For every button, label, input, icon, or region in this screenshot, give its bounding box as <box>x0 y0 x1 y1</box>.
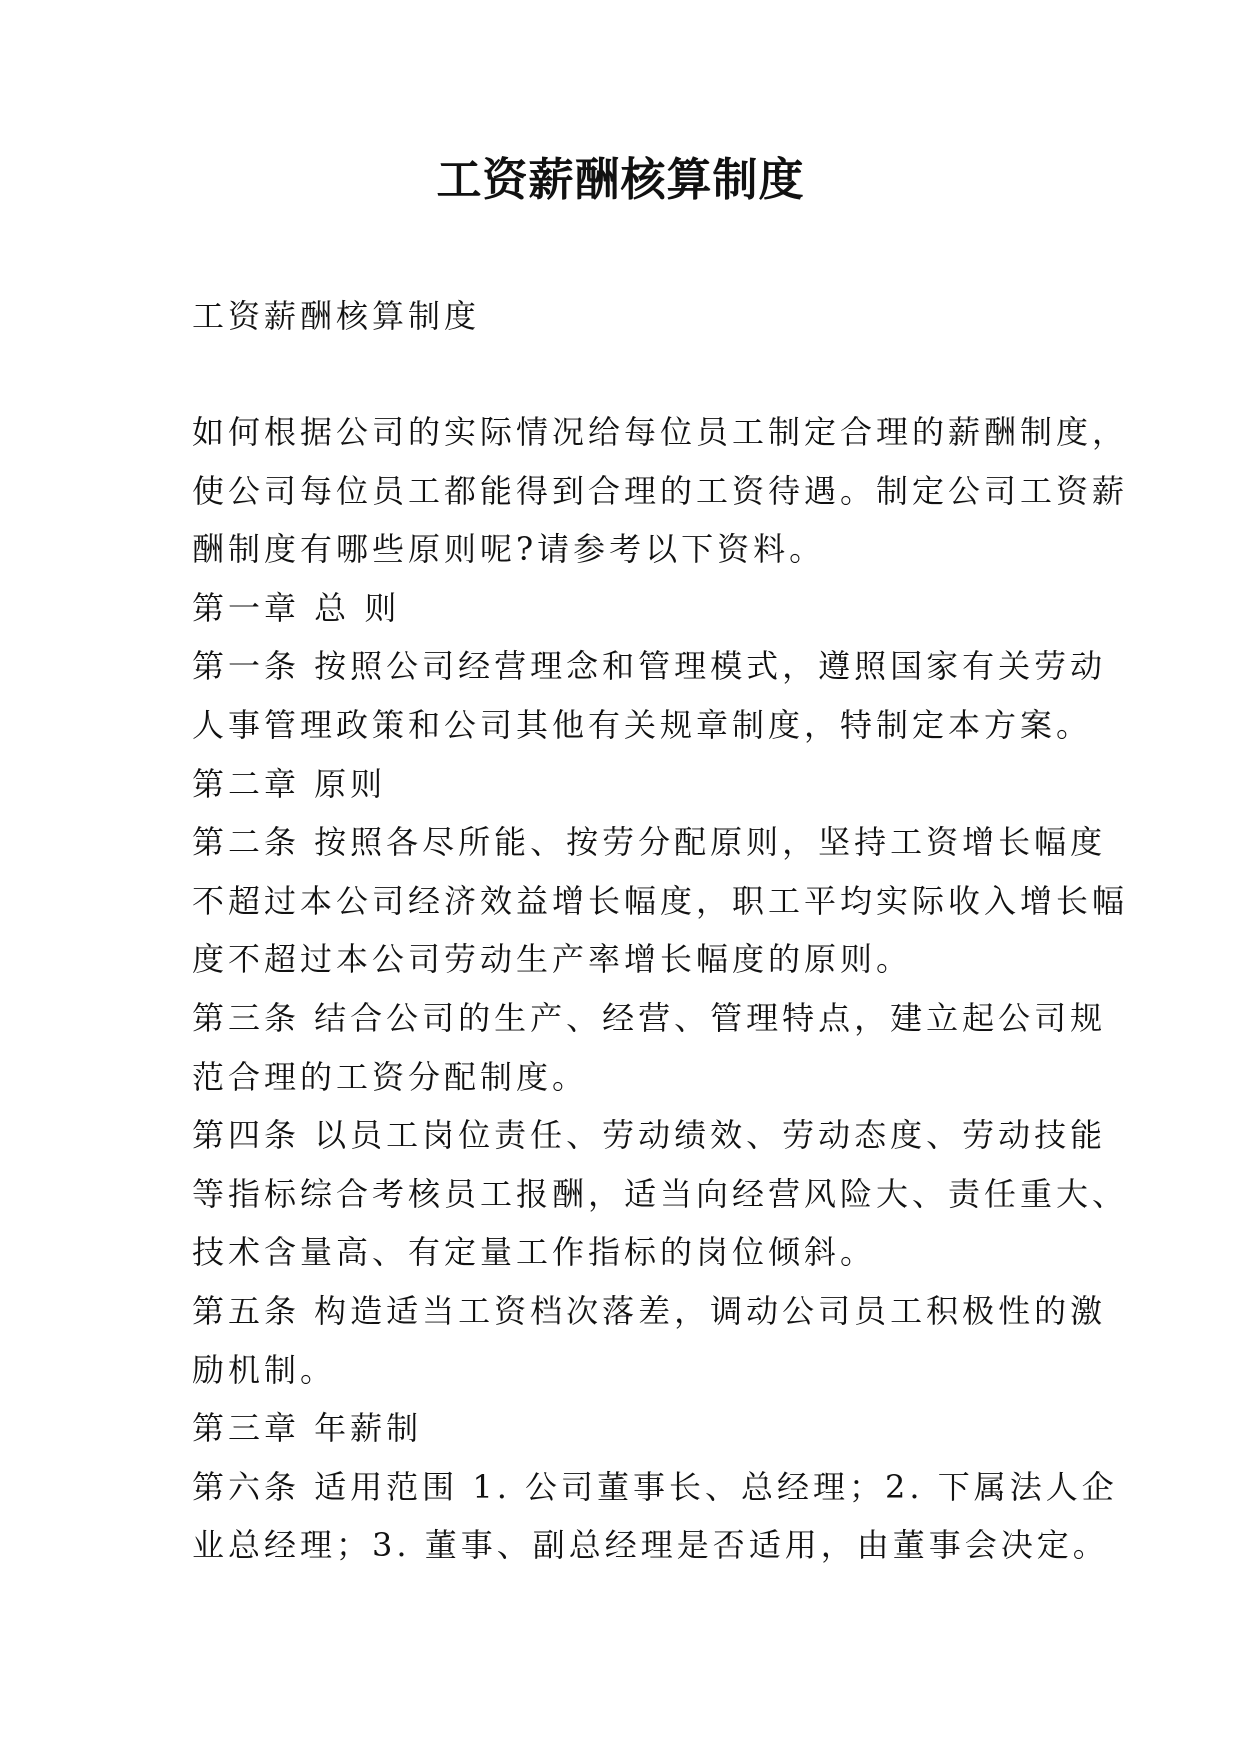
body-line: 第二条 按照各尽所能、按劳分配原则，坚持工资增长幅度 <box>192 823 1107 862</box>
body-line: 第四条 以员工岗位责任、劳动绩效、劳动态度、劳动技能 <box>192 1116 1107 1155</box>
chapter-heading: 第一章 总 则 <box>192 588 401 627</box>
body-line: 第三条 结合公司的生产、经营、管理特点，建立起公司规 <box>192 998 1107 1037</box>
chapter-heading: 第二章 原则 <box>192 764 387 803</box>
body-line: 第五条 构造适当工资档次落差，调动公司员工积极性的激 <box>192 1291 1107 1330</box>
body-line: 等指标综合考核员工报酬，适当向经营风险大、责任重大、 <box>192 1174 1129 1213</box>
body-line: 励机制。 <box>192 1350 337 1389</box>
body-line: 业总经理；3. 董事、副总经理是否适用，由董事会决定。 <box>192 1526 1109 1565</box>
body-line: 人事管理政策和公司其他有关规章制度，特制定本方案。 <box>192 705 1093 744</box>
document-body <box>192 403 1129 1575</box>
body-line: 第六条 适用范围 1. 公司董事长、总经理；2. 下属法人企 <box>192 1467 1118 1506</box>
body-line: 范合理的工资分配制度。 <box>192 1057 589 1096</box>
document-subtitle: 工资薪酬核算制度 <box>192 297 481 335</box>
body-line: 使公司每位员工都能得到合理的工资待遇。制定公司工资薪 <box>192 471 1129 510</box>
body-line: 第一条 按照公司经营理念和管理模式，遵照国家有关劳动 <box>192 647 1107 686</box>
body-line: 如何根据公司的实际情况给每位员工制定合理的薪酬制度， <box>192 413 1129 451</box>
body-line: 技术含量高、有定量工作指标的岗位倾斜。 <box>192 1233 877 1272</box>
body-line: 酬制度有哪些原则呢?请参考以下资料。 <box>192 530 826 569</box>
body-line: 度不超过本公司劳动生产率增长幅度的原则。 <box>192 940 913 979</box>
chapter-heading: 第三章 年薪制 <box>192 1409 423 1448</box>
body-line: 不超过本公司经济效益增长幅度，职工平均实际收入增长幅 <box>192 881 1129 920</box>
document-title: 工资薪酬核算制度 <box>436 153 805 206</box>
